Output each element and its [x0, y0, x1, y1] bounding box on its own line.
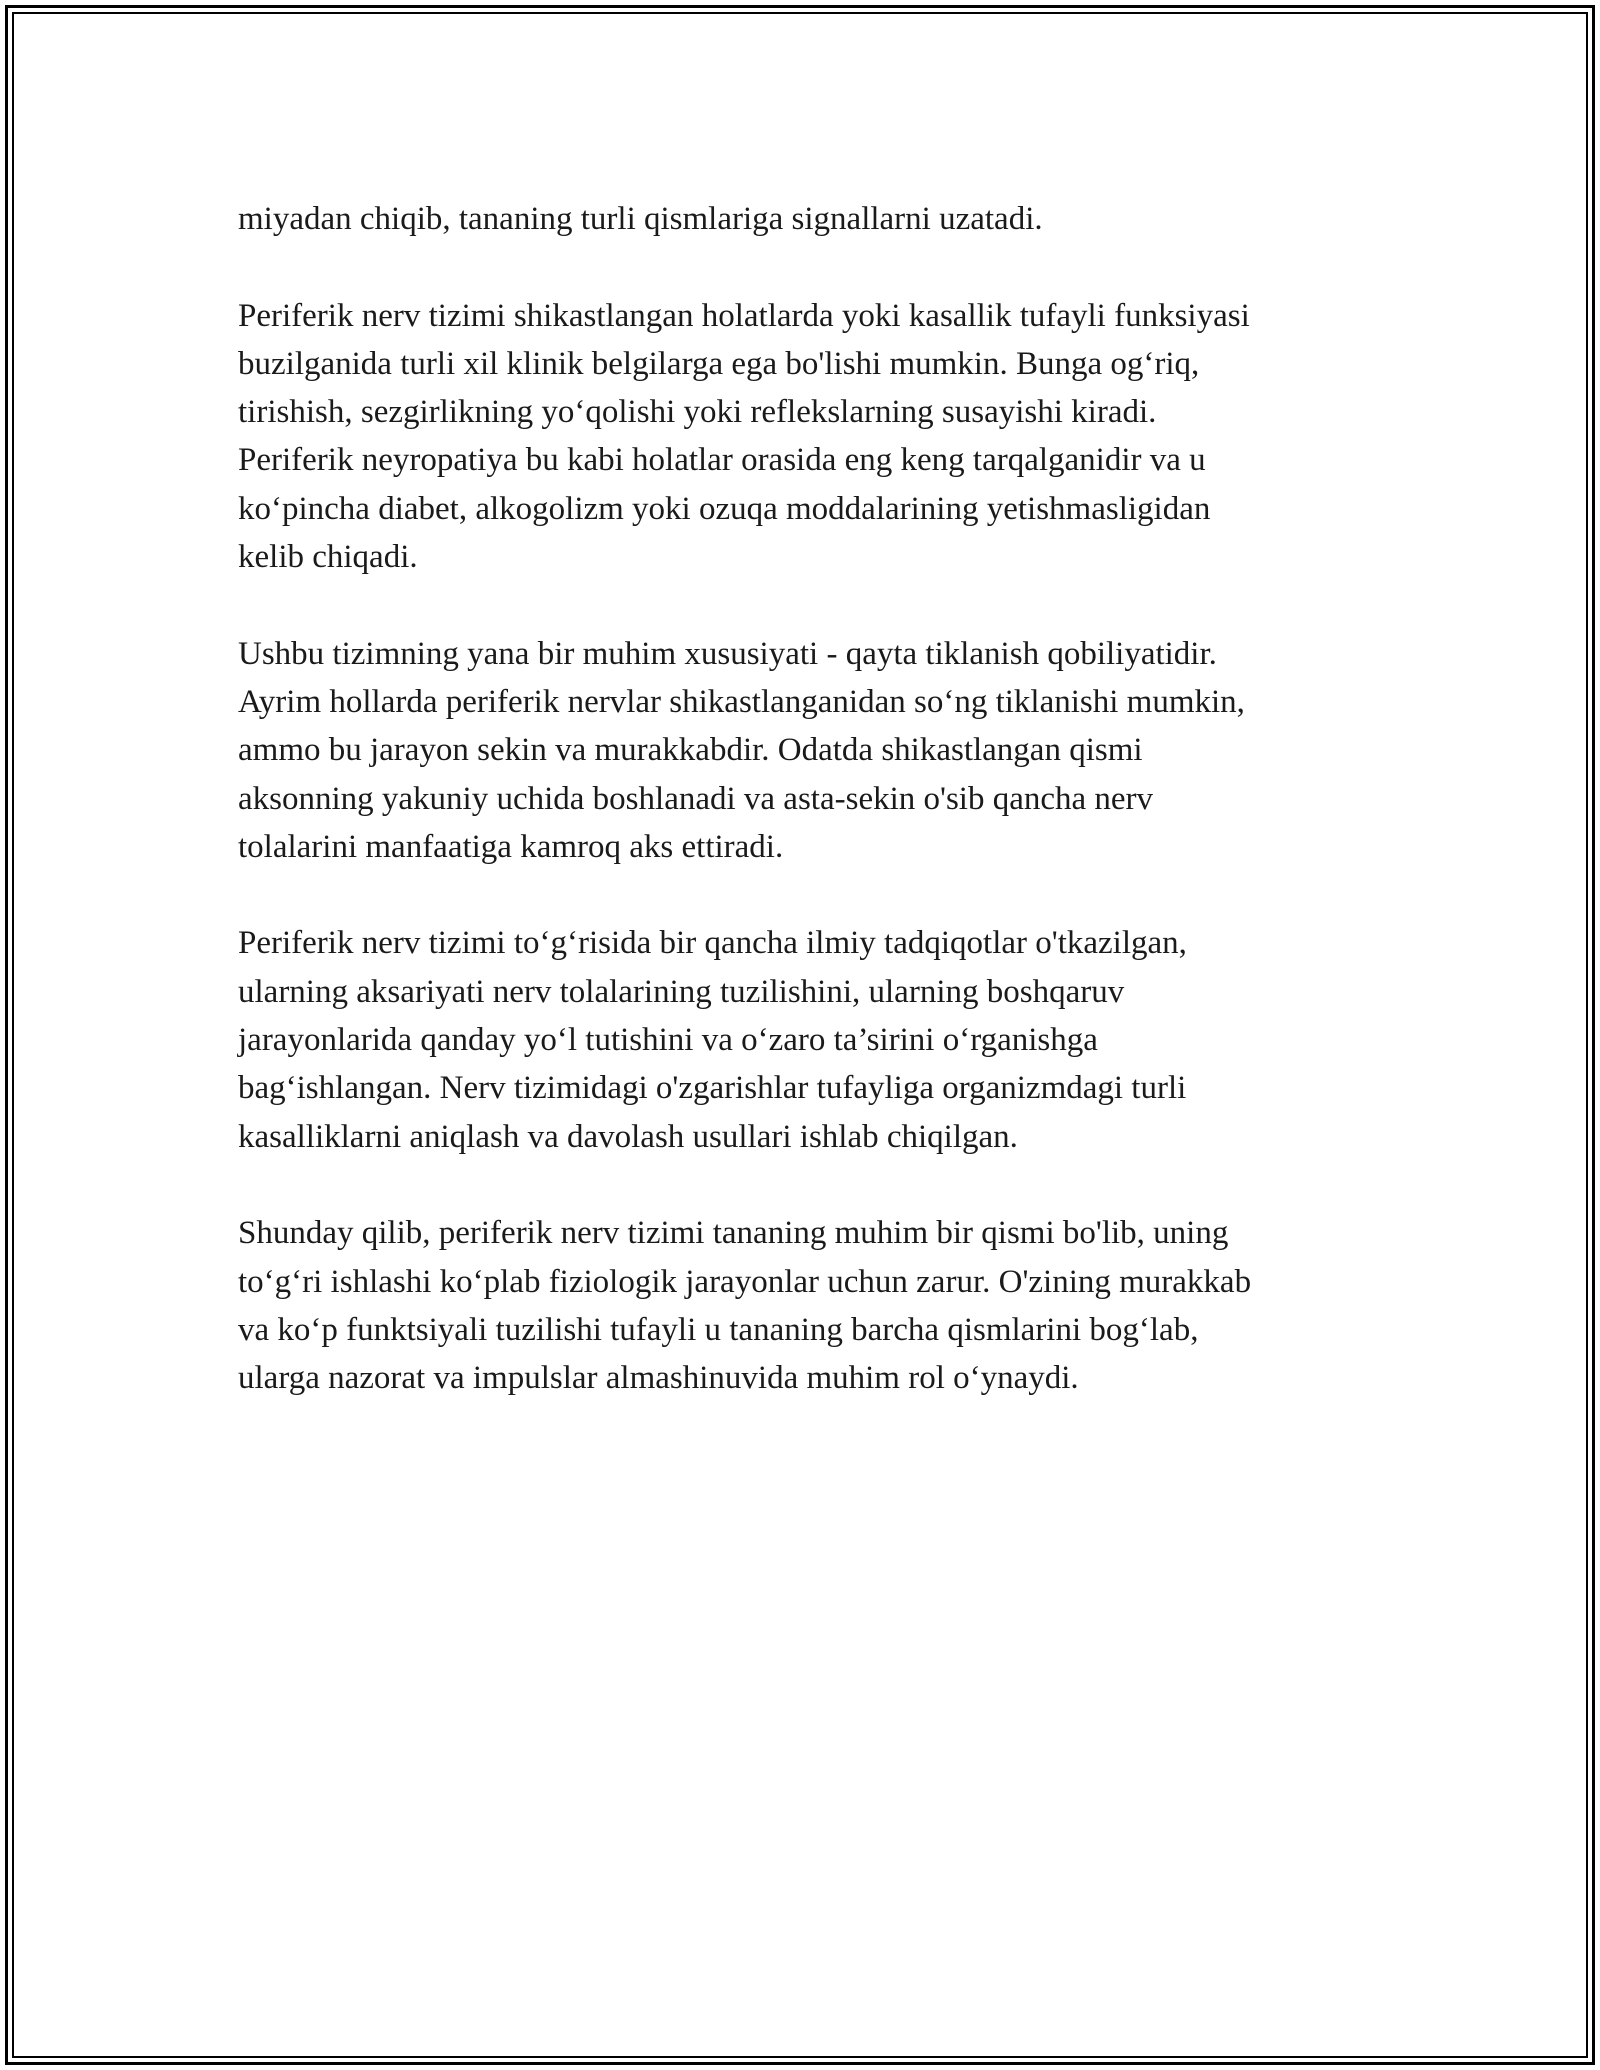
text-line: Shunday qilib, periferik nerv tizimi tananing muhim bir qismi bo'lib, uning [238, 1215, 1229, 1252]
text-line: Periferik nerv tizimi to‘g‘risida bir qancha ilmiy tadqiqotlar o'tkazilgan, [238, 925, 1187, 962]
text-line: tirishish, sezgirlikning yo‘qolishi yoki reflekslarning susayishi kiradi. [238, 394, 1157, 431]
text-line: va ko‘p funktsiyali tuzilishi tufayli u tananing barcha qismlarini bog‘lab, [238, 1311, 1199, 1348]
text-line: buzilganida turli xil klinik belgilarga ega bo'lishi mumkin. Bunga og‘riq, [238, 345, 1200, 382]
text-line: jarayonlarida qanday yo‘l tutishini va o‘zaro ta’sirini o‘rganishga [238, 1022, 1098, 1059]
text-line: aksonning yakuniy uchida boshlanadi va asta-sekin o'sib qancha nerv [238, 780, 1154, 817]
text-line: Ushbu tizimning yana bir muhim xususiyati - qayta tiklanish qobiliyatidir. [238, 635, 1217, 672]
text-line: kelib chiqadi. [238, 539, 418, 576]
text-line: ularga nazorat va impulslar almashinuvida muhim rol o‘ynaydi. [238, 1360, 1079, 1397]
document-body [238, 195, 1438, 1451]
paragraph-2 [238, 292, 1438, 582]
page-border-inner [12, 12, 1588, 2058]
text-line: ko‘pincha diabet, alkogolizm yoki ozuqa moddalarining yetishmasligidan [238, 490, 1211, 527]
text-line: Periferik nerv tizimi shikastlangan holatlarda yoki kasallik tufayli funksiyasi [238, 297, 1250, 334]
text-line: bag‘ishlangan. Nerv tizimidagi o'zgarishlar tufayliga organizmdagi turli [238, 1070, 1187, 1107]
text-line: ularning aksariyati nerv tolalarining tuzilishini, ularning boshqaruv [238, 973, 1125, 1010]
text-line: ammo bu jarayon sekin va murakkabdir. Odatda shikastlangan qismi [238, 732, 1143, 769]
paragraph-4 [238, 919, 1438, 1160]
text-line: Periferik neyropatiya bu kabi holatlar orasida eng keng tarqalganidir va u [238, 442, 1206, 479]
page-border [5, 5, 1595, 2065]
text-line: kasalliklarni aniqlash va davolash usullari ishlab chiqilgan. [238, 1118, 1018, 1155]
paragraph-3 [238, 630, 1438, 871]
text-line: to‘g‘ri ishlashi ko‘plab fiziologik jarayonlar uchun zarur. O'zining murakkab [238, 1263, 1252, 1300]
text-line: miyadan chiqib, tananing turli qismlariga signallarni uzatadi. [238, 201, 1043, 237]
text-line: Ayrim hollarda periferik nervlar shikastlanganidan so‘ng tiklanishi mumkin, [238, 683, 1245, 720]
text-line: tolalarini manfaatiga kamroq aks ettiradi. [238, 828, 784, 865]
paragraph-1 [238, 195, 1438, 243]
paragraph-5 [238, 1209, 1438, 1402]
